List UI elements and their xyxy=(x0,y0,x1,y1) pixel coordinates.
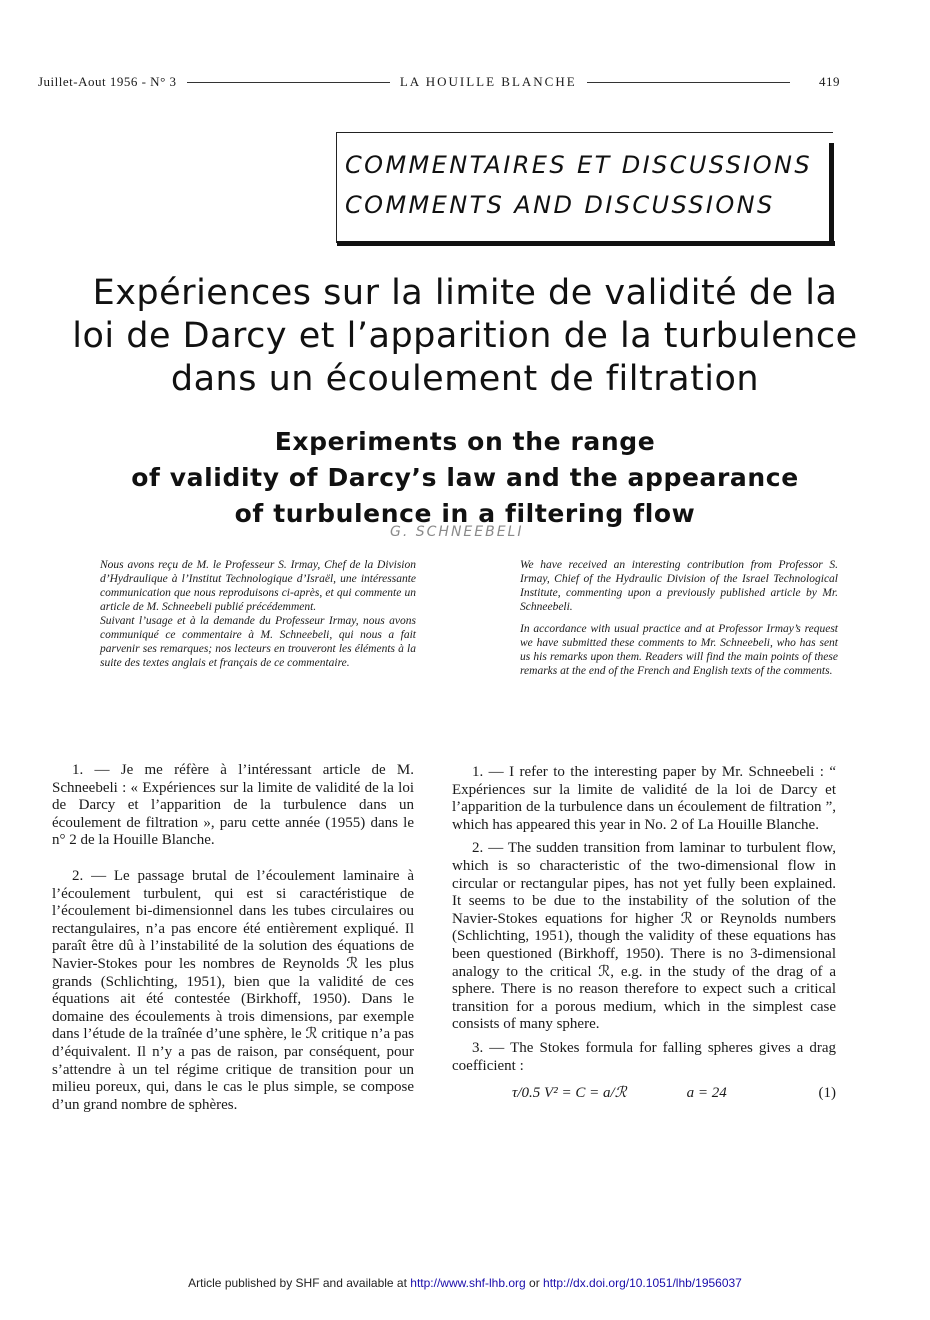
section-box-shadow-bottom xyxy=(337,241,835,246)
body-paragraph: 2. — The sudden transition from laminar to turbulent flow, which is so characteristic of the two-dimensional flow in circular or rectangular pipes, has not yet fully been explained. It seems to be due to the instability of the solution of the Navier-Stokes equations for higher ℛ or Reynolds numbers (Schlichting, 1951), though the validity of these equations has been questioned (Birkhoff, 1950). There is no 3-dimensional analogy to the critical ℛ, e.g. in the study of the drag of a sphere. There is no reason therefore to expect such a critical transition for a porous medium, which in the simplest case consists of many sphere. xyxy=(452,840,836,1033)
equation-lhs: τ/0.5 V² = C = a/ℛ xyxy=(512,1085,627,1102)
title-en-line: of validity of Darcy’s law and the appearance xyxy=(131,463,799,492)
body-column-en xyxy=(452,764,836,1103)
section-title-en: COMMENTS AND DISCUSSIONS xyxy=(345,191,775,219)
body-column-fr xyxy=(52,762,414,1114)
equation-rhs: a = 24 xyxy=(686,1085,727,1102)
journal-name: LA HOUILLE BLANCHE xyxy=(399,74,577,89)
footer-link-shf[interactable]: http://www.shf-lhb.org xyxy=(410,1276,526,1290)
title-fr-line: loi de Darcy et l’apparition de la turbulence xyxy=(72,316,858,356)
title-fr-line: Expériences sur la limite de validité de la xyxy=(92,273,838,313)
header-rule-left xyxy=(187,82,390,83)
handwritten-author: G. SCHNEEBELI xyxy=(390,524,524,540)
body-paragraph: 3. — The Stokes formula for falling spheres gives a drag coefficient : xyxy=(452,1039,836,1074)
article-title-fr xyxy=(20,272,910,401)
publication-footer xyxy=(0,1276,930,1290)
note-paragraph: Nous avons reçu de M. le Professeur S. Irmay, Chef de la Division d’Hydraulique à l’Institut Technologique d’Israël, une intéressante communication que nous reproduisons ci-après, et qui commente un article de M. Schneebeli publié précédemment. xyxy=(100,559,416,613)
footer-text: Article published by SHF and available at xyxy=(188,1276,407,1290)
section-title-fr: COMMENTAIRES ET DISCUSSIONS xyxy=(345,151,812,179)
editorial-note-en xyxy=(520,558,838,678)
title-fr-line: dans un écoulement de filtration xyxy=(170,359,760,399)
equation-1 xyxy=(452,1085,836,1103)
equation-number: (1) xyxy=(818,1085,836,1102)
note-paragraph: We have received an interesting contribution from Professor S. Irmay, Chief of the Hydraulic Division of the Israel Technological Institute, commenting upon a previously published article by Mr. Schneebeli. xyxy=(520,559,838,613)
article-title-en xyxy=(40,424,890,532)
body-paragraph: 1. — I refer to the interesting paper by Mr. Schneebeli : “ Expériences sur la limite de validité de la loi de Darcy et l’apparition de la turbulence dans un écoulement de filtration ”, which has appeared this year in No. 2 of La Houille Blanche. xyxy=(452,764,836,833)
title-en-line: of turbulence in a filtering flow xyxy=(234,499,696,528)
note-paragraph: In accordance with usual practice and at Professor Irmay’s request we have submitted these comments to Mr. Schneebeli, who has sent us his remarks upon them. Readers will find the main points of these remarks at the end of the French and English texts of the comments. xyxy=(520,623,838,677)
title-en-line: Experiments on the range xyxy=(274,427,656,456)
body-paragraph: 1. — Je me réfère à l’intéressant article de M. Schneebeli : « Expériences sur la limite de validité de la loi de Darcy et l’apparition de la turbulence dans un écoulement de filtration », paru cette année (1955) dans le n° 2 de la Houille Blanche. xyxy=(52,762,414,849)
editorial-note-fr xyxy=(100,558,416,670)
section-box xyxy=(336,132,833,243)
section-box-shadow-right xyxy=(829,143,834,243)
header-rule-right xyxy=(587,82,790,83)
body-paragraph: 2. — Le passage brutal de l’écoulement laminaire à l’écoulement turbulent, qui est si caractéristique de l’écoulement bi-dimensionnel dans les tubes circulaires ou rectangulaires, n’a pas encore été entièrement expliqué. Il paraît être dû à l’instabilité de la solution des équations de Navier-Stokes pour les nombres de Reynolds ℛ les plus grands (Schlichting, 1951), bien que la validité de ces équations ait été contestée (Birkhoff, 1950). Dans le domaine des écoulements à trois dimensions, par exemple dans l’étude de la traînée d’une sphère, le ℛ critique n’a pas d’équivalent. Il n’y a pas de raison, par conséquent, pour s’attendre à un tel régime critique de transition pour un milieu poreux, qui, dans le cas le plus simple, se compose d’un grand nombre de sphères. xyxy=(52,867,414,1113)
issue-date: Juillet-Aout 1956 - N° 3 xyxy=(38,74,177,89)
footer-or: or xyxy=(529,1276,540,1290)
running-header xyxy=(38,72,840,92)
note-paragraph: Suivant l’usage et à la demande du Professeur Irmay, nous avons communiqué ce commentaire à M. Schneebeli, qui nous a fait parvenir ses remarques; nos lecteurs en trouveront les éléments à la suite des textes anglais et français de ce commentaire. xyxy=(100,615,416,669)
footer-link-doi[interactable]: http://dx.doi.org/10.1051/lhb/1956037 xyxy=(543,1276,742,1290)
page-number: 419 xyxy=(819,74,841,89)
